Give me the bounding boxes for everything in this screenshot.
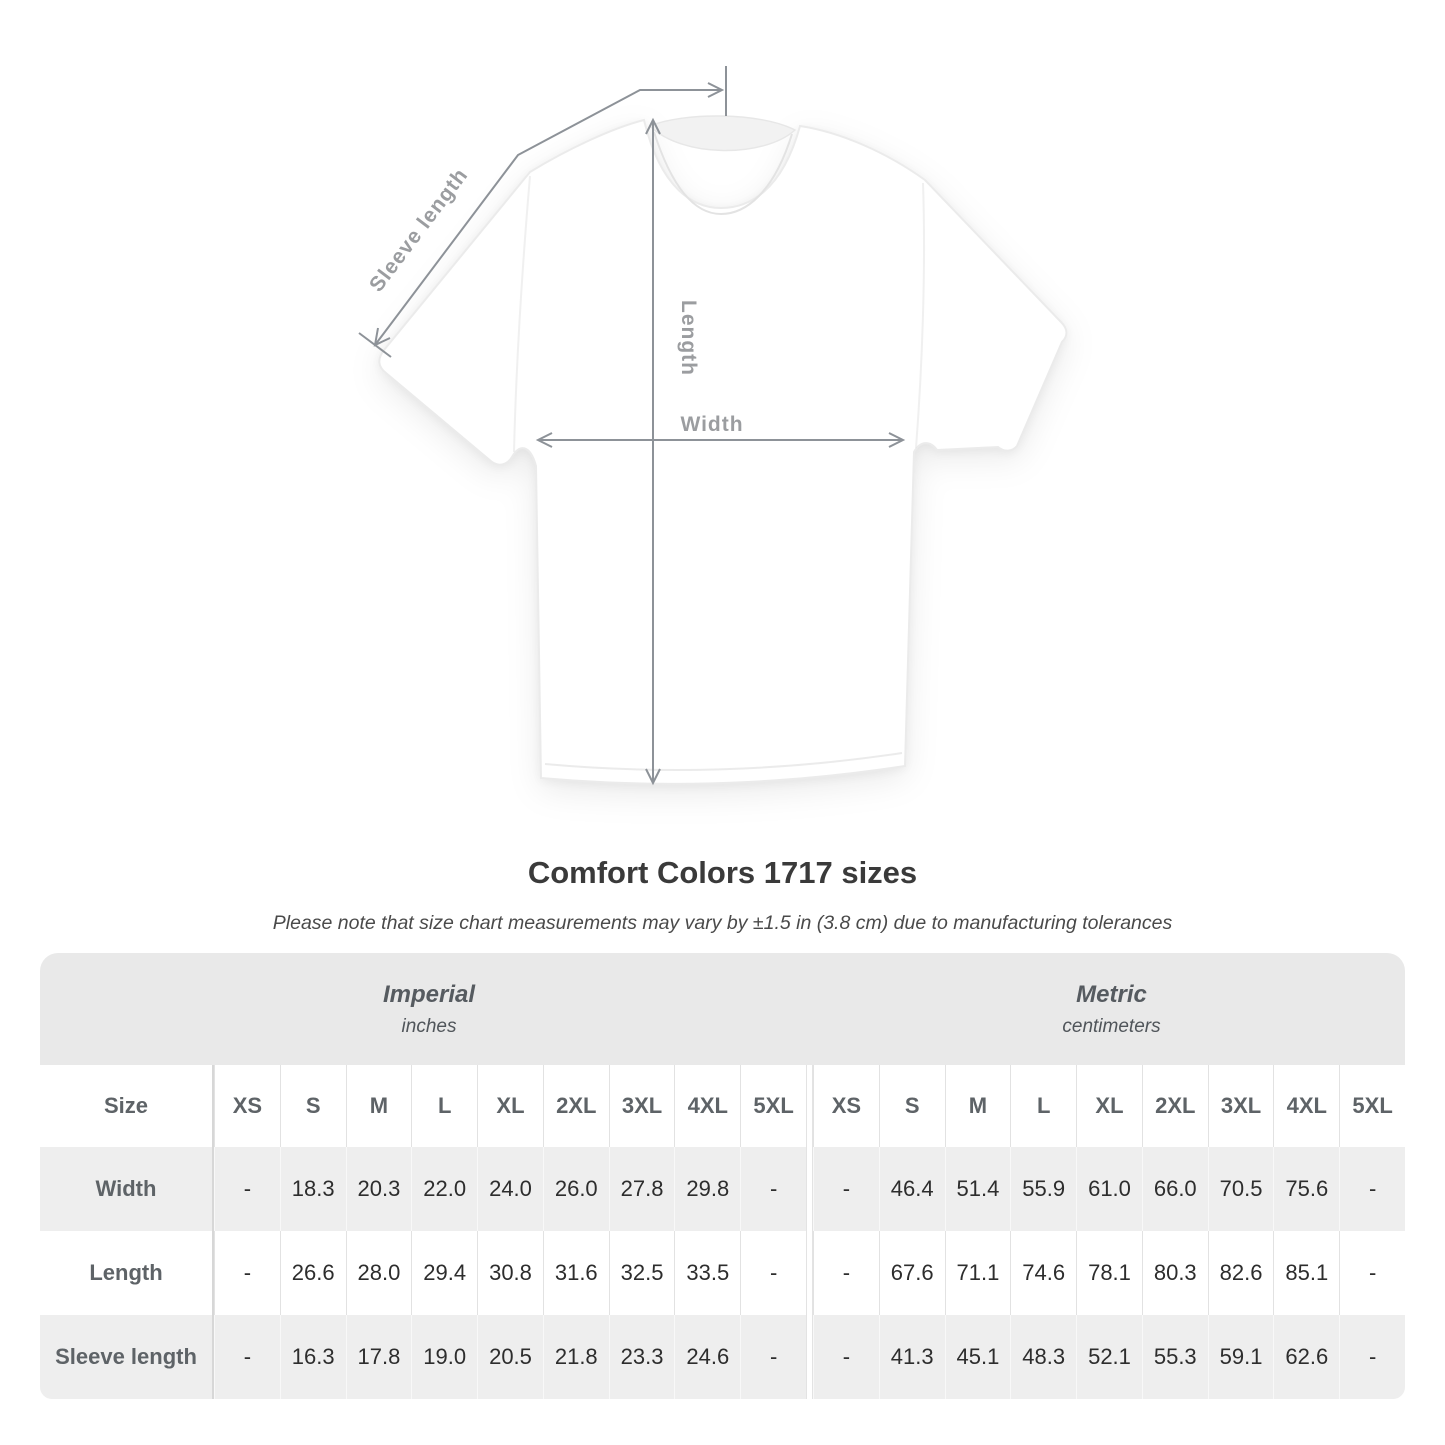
size-column-header: 3XL [1208, 1065, 1274, 1147]
value-cell: - [1339, 1147, 1405, 1231]
value-cell: - [214, 1147, 280, 1231]
value-cell: 29.8 [674, 1147, 740, 1231]
metric-title: Metric [1076, 980, 1147, 1008]
table-row-length [40, 1231, 1405, 1315]
value-cell: 31.6 [543, 1231, 609, 1315]
table-row-width [40, 1147, 1405, 1231]
metric-values [813, 1147, 1405, 1231]
size-column-header: 4XL [1273, 1065, 1339, 1147]
value-cell: 21.8 [543, 1315, 609, 1399]
value-cell: 41.3 [879, 1315, 945, 1399]
value-cell: 19.0 [411, 1315, 477, 1399]
value-cell: 82.6 [1208, 1231, 1274, 1315]
collar-inside [650, 116, 795, 151]
imperial-section-header [40, 953, 818, 1065]
value-cell: 66.0 [1142, 1147, 1208, 1231]
value-cell: 61.0 [1076, 1147, 1142, 1231]
metric-values [813, 1315, 1405, 1399]
size-column-header: L [1010, 1065, 1076, 1147]
value-cell: 46.4 [879, 1147, 945, 1231]
imperial-values [214, 1315, 806, 1399]
value-cell: 55.9 [1010, 1147, 1076, 1231]
value-cell: 29.4 [411, 1231, 477, 1315]
row-label: Length [40, 1231, 214, 1315]
sleeve-length-label: Sleeve length [364, 163, 473, 297]
value-cell: 75.6 [1273, 1147, 1339, 1231]
tolerance-note: Please note that size chart measurements may vary by ±1.5 in (3.8 cm) due to manufacturing tolerances [272, 912, 1173, 934]
value-cell: 28.0 [346, 1231, 412, 1315]
width-label: Width [680, 413, 744, 436]
value-cell: 17.8 [346, 1315, 412, 1399]
value-cell: - [1339, 1315, 1405, 1399]
size-column-header: S [879, 1065, 945, 1147]
section-divider [806, 1147, 813, 1231]
size-column-header: 3XL [609, 1065, 675, 1147]
value-cell: 24.6 [674, 1315, 740, 1399]
size-header-label: Size [40, 1065, 214, 1147]
value-cell: 62.6 [1273, 1315, 1339, 1399]
value-cell: 52.1 [1076, 1315, 1142, 1399]
metric-values [813, 1231, 1405, 1315]
unit-section-headers [40, 953, 1405, 1065]
size-header-row [40, 1065, 1405, 1147]
size-column-header: 2XL [1142, 1065, 1208, 1147]
imperial-values [214, 1147, 806, 1231]
size-column-header: 5XL [740, 1065, 806, 1147]
value-cell: 59.1 [1208, 1315, 1274, 1399]
value-cell: - [1339, 1231, 1405, 1315]
value-cell: 26.6 [280, 1231, 346, 1315]
row-label: Sleeve length [40, 1315, 214, 1399]
value-cell: 30.8 [477, 1231, 543, 1315]
metric-size-headers [813, 1065, 1405, 1147]
size-column-header: S [280, 1065, 346, 1147]
value-cell: 45.1 [945, 1315, 1011, 1399]
metric-section-header [818, 953, 1405, 1065]
value-cell: 24.0 [477, 1147, 543, 1231]
value-cell: 74.6 [1010, 1231, 1076, 1315]
value-cell: 23.3 [609, 1315, 675, 1399]
size-column-header: 5XL [1339, 1065, 1405, 1147]
size-column-header: M [945, 1065, 1011, 1147]
value-cell: 71.1 [945, 1231, 1011, 1315]
value-cell: 20.5 [477, 1315, 543, 1399]
value-cell: - [813, 1231, 879, 1315]
value-cell: 18.3 [280, 1147, 346, 1231]
size-column-header: 4XL [674, 1065, 740, 1147]
value-cell: 51.4 [945, 1147, 1011, 1231]
value-cell: 48.3 [1010, 1315, 1076, 1399]
value-cell: - [813, 1147, 879, 1231]
imperial-values [214, 1231, 806, 1315]
page-title: Comfort Colors 1717 sizes [527, 855, 918, 890]
value-cell: - [740, 1315, 806, 1399]
metric-subtitle: centimeters [1062, 1015, 1161, 1037]
value-cell: 32.5 [609, 1231, 675, 1315]
size-column-header: M [346, 1065, 412, 1147]
value-cell: 67.6 [879, 1231, 945, 1315]
imperial-title: Imperial [382, 980, 476, 1008]
value-cell: - [214, 1315, 280, 1399]
value-cell: - [740, 1147, 806, 1231]
value-cell: 70.5 [1208, 1147, 1274, 1231]
value-cell: 22.0 [411, 1147, 477, 1231]
value-cell: 26.0 [543, 1147, 609, 1231]
value-cell: 33.5 [674, 1231, 740, 1315]
value-cell: 55.3 [1142, 1315, 1208, 1399]
table-row-sleeve-length [40, 1315, 1405, 1399]
size-column-header: L [411, 1065, 477, 1147]
value-cell: 78.1 [1076, 1231, 1142, 1315]
section-divider [806, 1231, 813, 1315]
row-label: Width [40, 1147, 214, 1231]
size-table [40, 953, 1405, 1399]
imperial-size-headers [214, 1065, 806, 1147]
tshirt-graphic [379, 120, 1066, 784]
imperial-subtitle: inches [401, 1015, 457, 1037]
size-column-header: 2XL [543, 1065, 609, 1147]
value-cell: 80.3 [1142, 1231, 1208, 1315]
length-label: Length [677, 300, 700, 376]
value-cell: 20.3 [346, 1147, 412, 1231]
section-divider [806, 1315, 813, 1399]
size-column-header: XL [1076, 1065, 1142, 1147]
section-divider [806, 1065, 813, 1147]
value-cell: - [740, 1231, 806, 1315]
size-column-header: XS [813, 1065, 879, 1147]
value-cell: - [813, 1315, 879, 1399]
value-cell: 85.1 [1273, 1231, 1339, 1315]
size-column-header: XS [214, 1065, 280, 1147]
value-cell: - [214, 1231, 280, 1315]
value-cell: 16.3 [280, 1315, 346, 1399]
value-cell: 27.8 [609, 1147, 675, 1231]
size-column-header: XL [477, 1065, 543, 1147]
